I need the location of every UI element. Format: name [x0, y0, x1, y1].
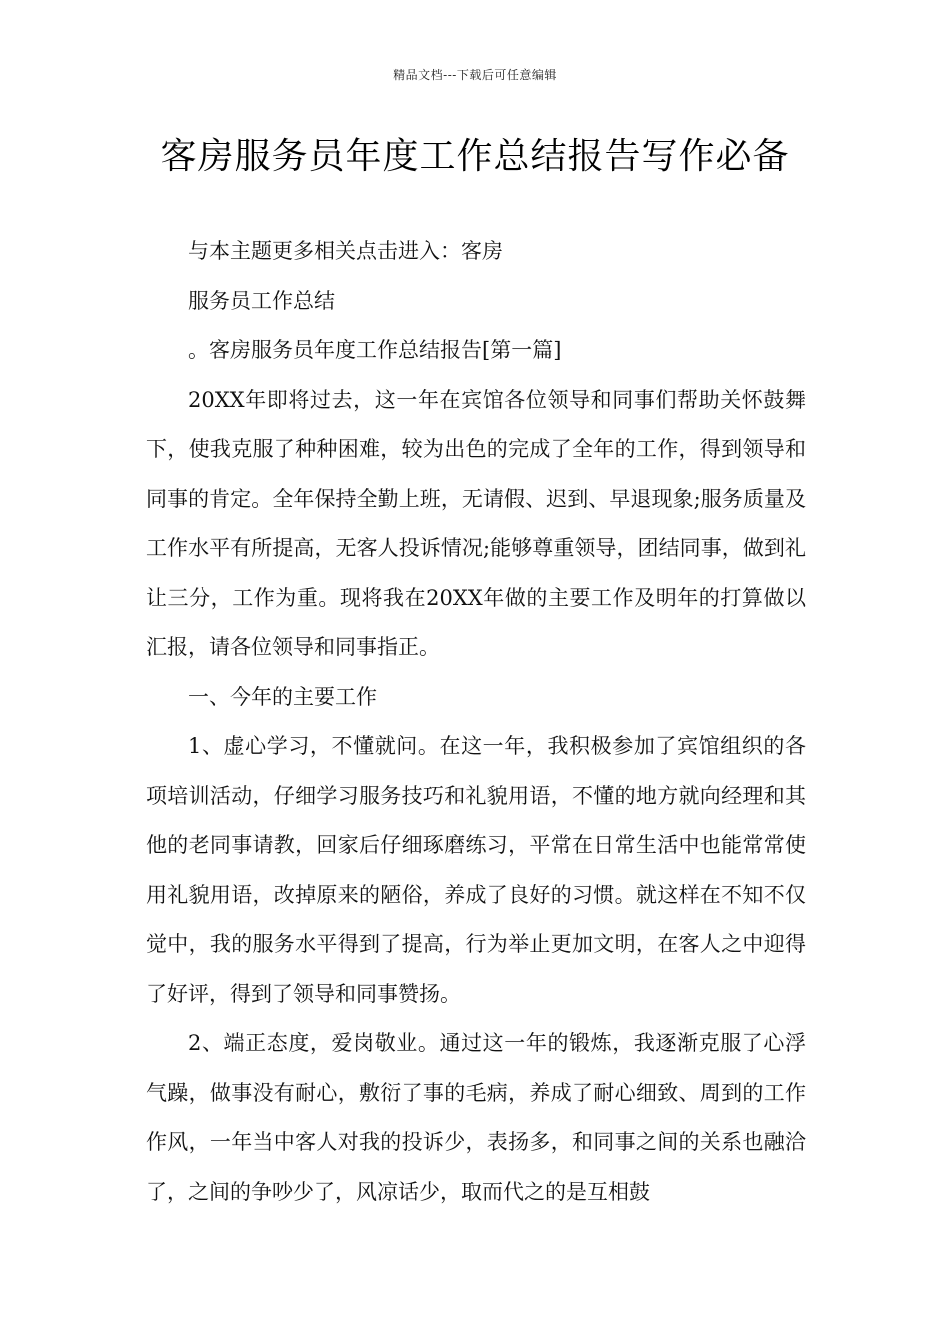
section-heading: 一、今年的主要工作 — [188, 684, 377, 709]
paragraph: 1、虚心学习，不懂就问。在这一年，我积极参加了宾馆组织的各项培训活动，仔细学习服务技巧和礼貌用语，不懂的地方就向经理和其他的老同事请教，回家后仔细琢磨练习，平常在日常生活中也能常常使用礼貌用语，改掉原来的陋俗，养成了良好的习惯。就这样在不知不仅觉中，我的服务水平得到了提高，行为举止更加文明，在客人之中迎得了好评，得到了领导和同事赞扬。 — [146, 734, 806, 1006]
document-title: 客房服务员年度工作总结报告写作必备 — [160, 136, 790, 177]
paragraph: 与本主题更多相关点击进入：客房 — [188, 239, 503, 263]
header-note: 精品文档---下载后可任意编辑 — [393, 68, 557, 82]
paragraph: 服务员工作总结 — [188, 288, 335, 313]
paragraph: 20XX年即将过去，这一年在宾馆各位领导和同事们帮助关怀鼓舞下，使我克服了种种困难，较为出色的完成了全年的工作，得到领导和同事的肯定。全年保持全勤上班，无请假、迟到、早退现象;服务质量及工作水平有所提高，无客人投诉情况;能够尊重领导，团结同事，做到礼让三分，工作为重。现将我在20XX年做的主要工作及明年的打算做以汇报，请各位领导和同事指正。 — [146, 387, 806, 659]
paragraph: 。客房服务员年度工作总结报告[第一篇] — [188, 338, 562, 362]
paragraph: 2、端正态度，爱岗敬业。通过这一年的锻炼，我逐渐克服了心浮气躁，做事没有耐心，敷衍了事的毛病，养成了耐心细致、周到的工作作风，一年当中客人对我的投诉少，表扬多，和同事之间的关系也融洽了，之间的争吵少了，风凉话少，取而代之的是互相鼓 — [146, 1031, 806, 1204]
document-body — [146, 227, 806, 1217]
